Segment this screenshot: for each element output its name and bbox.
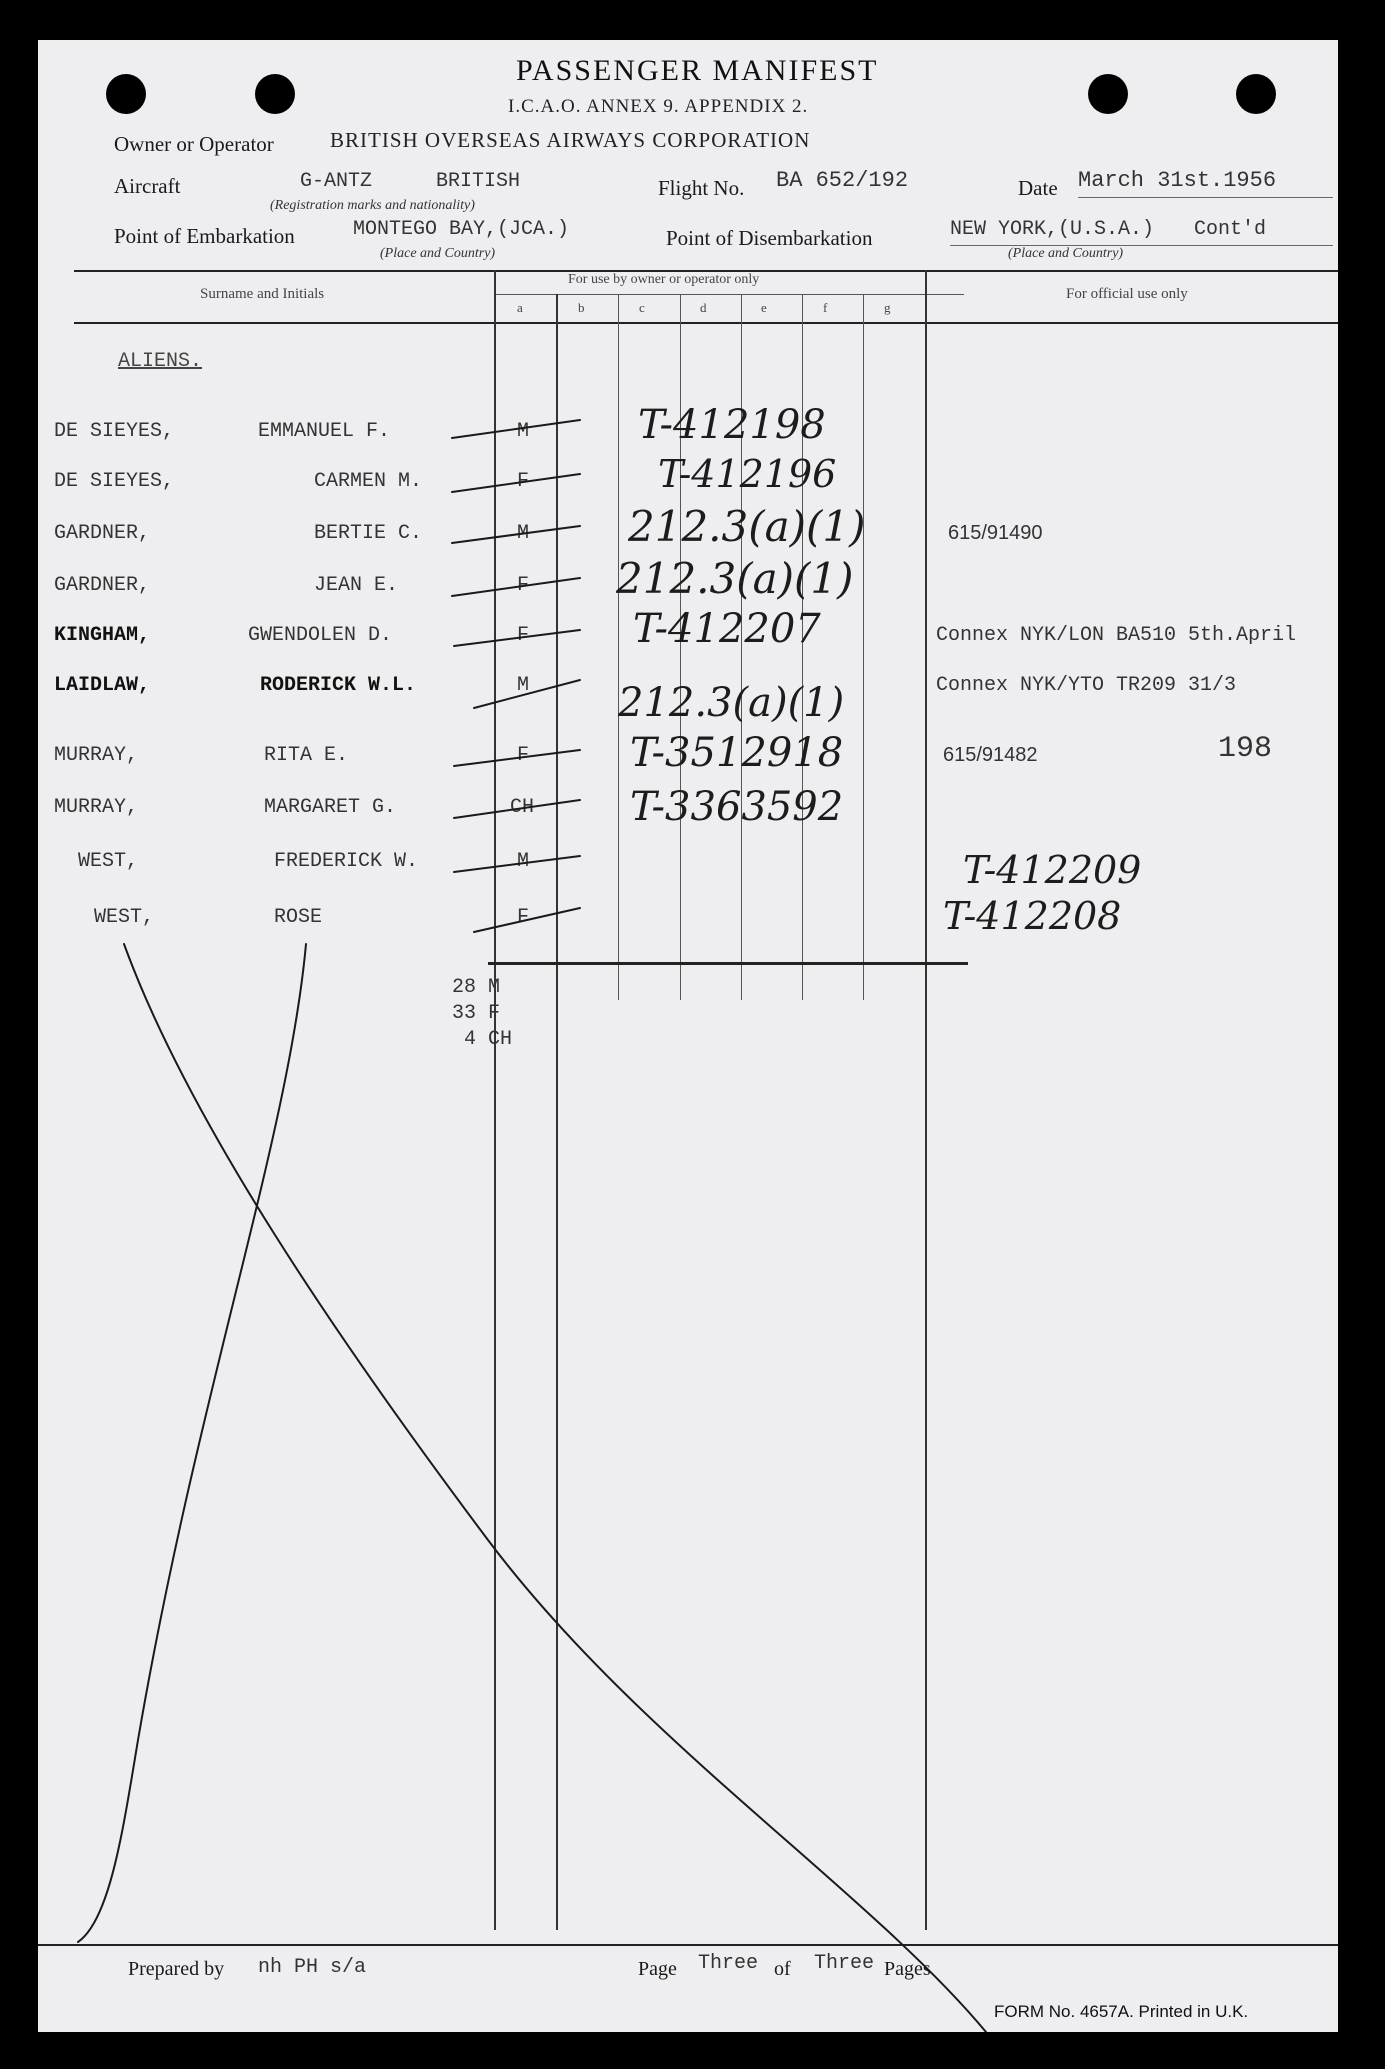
strike-mark-3 [452,526,580,543]
passenger-3-official: 615/91490 [948,522,1043,544]
passenger-5-surname: KINGHAM, [54,624,151,647]
col-b-header: b [578,300,585,315]
strike-mark-7 [454,750,580,766]
owner-use-header: For use by owner or operator only [568,272,760,287]
strike-mark-10 [474,908,580,932]
pages-label: Pages [884,1958,931,1980]
strike-mark-9 [454,856,580,872]
registration-note: (Registration marks and nationality) [270,198,475,213]
aircraft-label: Aircraft [114,174,181,198]
total-female: 33 F [452,1002,501,1025]
date-value: March 31st.1956 [1078,168,1277,193]
strike-mark-8 [454,800,580,818]
form-subtitle: I.C.A.O. ANNEX 9. APPENDIX 2. [508,96,809,117]
strike-mark-4 [452,578,580,596]
passenger-10-official: T-412208 [943,894,1122,938]
aircraft-registration: G-ANTZ [300,170,373,193]
col-f-header: f [823,300,828,315]
strike-mark-5 [454,630,580,646]
aliens-heading: ALIENS. [118,350,203,373]
passenger-4-initials: JEAN E. [314,574,399,597]
col-g-header: g [884,300,891,315]
passenger-7-initials: RITA E. [264,744,349,767]
pen-marks-overlay [38,40,1338,2032]
passenger-3-sex: M [517,522,530,545]
strike-mark-6 [474,680,580,708]
strike-mark-1 [452,420,580,438]
passenger-10-sex: F [517,906,530,929]
col-d-header: d [700,300,707,315]
passenger-5-handwritten: T-412207 [633,606,821,652]
disembarkation-value: NEW YORK,(U.S.A.) [950,218,1155,241]
passenger-7-surname: MURRAY, [54,744,139,767]
prepared-by-value: nh PH s/a [258,1956,367,1979]
total-children: 4 CH [464,1028,513,1051]
passenger-8-handwritten: T-3363592 [630,784,844,830]
passenger-2-sex: F [517,470,530,493]
flight-label: Flight No. [658,176,745,200]
passenger-5-official: Connex NYK/LON BA510 5th.April [936,624,1297,647]
passenger-9-official: T-412209 [963,848,1142,892]
passenger-6-initials: RODERICK W.L. [260,674,417,697]
disembarkation-note: (Place and Country) [1008,246,1124,261]
passenger-4-surname: GARDNER, [54,574,151,597]
form-title: PASSENGER MANIFEST [516,54,879,87]
passenger-9-surname: WEST, [78,850,139,873]
date-label: Date [1018,176,1058,200]
col-e-header: e [761,300,767,315]
aircraft-nationality: BRITISH [436,170,521,193]
passenger-7-handwritten: T-3512918 [630,730,844,776]
passenger-4-handwritten: 212.3(a)(1) [616,554,854,603]
col-a-header: a [517,300,523,315]
passenger-6-sex: M [517,674,530,697]
of-label: of [774,1958,791,1980]
passenger-7-sex: F [517,744,530,767]
passenger-2-surname: DE SIEYES, [54,470,175,493]
form-number: FORM No. 4657A. Printed in U.K. [994,2002,1249,2021]
passenger-6-handwritten: 212.3(a)(1) [618,680,845,726]
page-label: Page [638,1958,677,1980]
passenger-7-official: 615/91482 [943,744,1038,766]
flight-value: BA 652/192 [776,168,909,193]
passenger-9-sex: M [517,850,530,873]
col-c-header: c [639,300,645,315]
passenger-1-surname: DE SIEYES, [54,420,175,443]
disembarkation-label: Point of Disembarkation [666,226,873,250]
owner-label: Owner or Operator [114,132,274,156]
strike-mark-2 [452,474,580,492]
passenger-6-surname: LAIDLAW, [54,674,151,697]
page-total: Three [814,1952,875,1975]
total-male: 28 M [452,976,501,999]
passenger-6-official: Connex NYK/YTO TR209 31/3 [936,674,1237,697]
embarkation-label: Point of Embarkation [114,224,295,248]
long-stroke-1 [124,944,986,2032]
prepared-by-label: Prepared by [128,1958,225,1980]
passenger-1-sex: M [517,420,530,443]
passenger-8-sex: CH [510,796,535,819]
passenger-10-surname: WEST, [94,906,155,929]
passenger-2-handwritten: T-412196 [658,452,837,496]
owner-value: BRITISH OVERSEAS AIRWAYS CORPORATION [330,128,811,152]
passenger-1-handwritten: T-412198 [638,402,826,448]
passenger-1-initials: EMMANUEL F. [258,420,391,443]
surname-column-header: Surname and Initials [200,286,325,302]
page-number: Three [698,1952,759,1975]
passenger-5-sex: F [517,624,530,647]
passenger-3-surname: GARDNER, [54,522,151,545]
manifest-sheet [38,40,1338,2032]
passenger-8-surname: MURRAY, [54,796,139,819]
passenger-3-handwritten: 212.3(a)(1) [628,502,866,551]
passenger-3-initials: BERTIE C. [314,522,423,545]
passenger-8-initials: MARGARET G. [264,796,397,819]
passenger-2-initials: CARMEN M. [314,470,423,493]
embarkation-value: MONTEGO BAY,(JCA.) [353,218,570,241]
passenger-10-initials: ROSE [274,906,323,929]
continued-label: Cont'd [1194,218,1267,241]
passenger-9-initials: FREDERICK W. [274,850,419,873]
embarkation-note: (Place and Country) [380,246,496,261]
passenger-5-initials: GWENDOLEN D. [248,624,393,647]
passenger-4-sex: F [517,574,530,597]
official-extra-number: 198 [1218,732,1273,766]
official-use-header: For official use only [1066,286,1188,302]
